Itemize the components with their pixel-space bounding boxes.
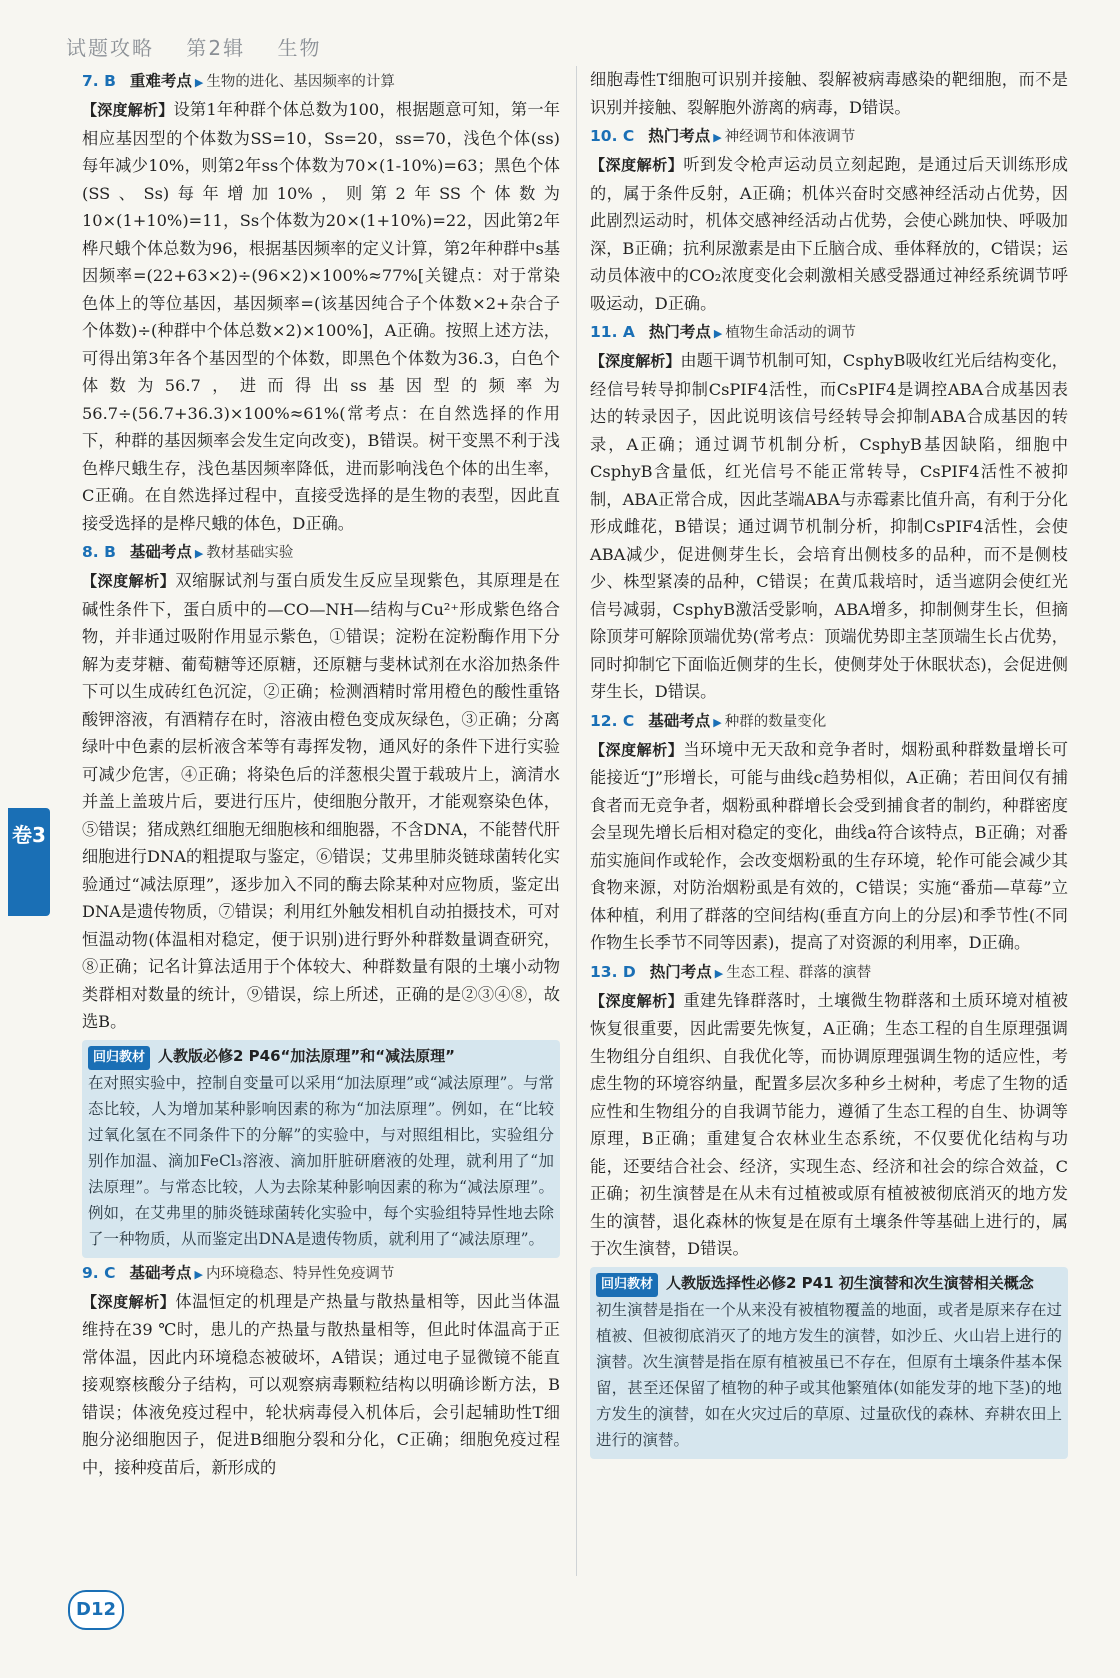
review-badge: 回归教材 (596, 1273, 658, 1297)
textbook-review-box (82, 1040, 560, 1258)
question-11 (590, 319, 1068, 706)
question-topic: 教材基础实验 (206, 545, 294, 561)
series-title: 试题攻略 (66, 36, 154, 60)
analysis-label: 【深度解析】 (82, 572, 176, 590)
analysis-text (590, 736, 1068, 957)
box-header (596, 1271, 1062, 1297)
question-header (82, 1260, 560, 1288)
question-topic: 生态工程、群落的演替 (726, 964, 872, 981)
triangle-icon: ▶ (713, 327, 723, 340)
question-tag: 热门考点 (649, 962, 712, 981)
question-topic: 生物的进化、基因频率的计算 (206, 74, 395, 90)
triangle-icon: ▶ (713, 131, 722, 144)
question-number: 13. D (590, 962, 636, 981)
analysis-body: 由题干调节机制可知，CsphyB吸收红光后结构变化，经信号转导抑制CsPIF4活性，而CsPIF4是调控ABA合成基因表达的转录因子，因此说明该信号经转导会抑制ABA合成基因的转录，A正确；通过调节机制分析，CsphyB基因缺陷，细胞中CsphyB含量低，红光信号不能正常转导，CsPIF4活性不被抑制，ABA正常合成，因此茎端ABA与赤霉素比值升高，有利于分化形成雌花，B错误；通过调节机制分析，抑制CsPIF4活性，会使ABA减少，促进侧芽生长，会培育出侧枝多的品种，而不是侧枝少、株型紧凑的品种，C错误；在黄瓜栽培时，适当遮阴会使红光信号减弱，CsphyB激活受影响，ABA增多，抑制侧芽生长，但摘除顶芽可解除顶端优势(常考点：顶端优势即主茎顶端生长占优势，同时抑制它下面临近侧芽的生长，使侧芽处于休眠状态)，会促进侧芽生长，D错误。 (590, 351, 1068, 701)
analysis-label: 【深度解析】 (82, 1292, 176, 1311)
triangle-icon: ▶ (713, 715, 722, 729)
analysis-label: 【深度解析】 (590, 156, 684, 174)
question-tag: 基础考点 (129, 543, 192, 561)
question-tag: 基础考点 (648, 711, 711, 730)
volume-label: 第2辑 (186, 36, 246, 60)
box-body: 在对照实验中，控制自变量可以采用“加法原理”或“减法原理”。与常态比较，人为增加某种影响因素的称为“加法原理”。例如，在“比较过氧化氢在不同条件下的分解”的实验中，与对照组相比，实验组分别作加温、滴加FeCl₃溶液、滴加肝脏研磨液的处理，就利用了“加法原理”。与常态比较，人为去除某种影响因素的称为“减法原理”。例如，在艾弗里的肺炎链球菌转化实验中，每个实验组特异性地去除了一种物质，从而鉴定出DNA是遗传物质，就利用了“减法原理”。 (88, 1073, 554, 1248)
question-tag: 热门考点 (648, 323, 711, 341)
page-number: D12 (68, 1590, 124, 1630)
left-column (82, 66, 560, 1481)
question-number: 12. C (590, 711, 635, 730)
question-topic: 神经调节和体液调节 (724, 129, 856, 145)
question-number: 7. B (82, 72, 116, 90)
question-header (590, 959, 1068, 987)
question-7 (82, 68, 560, 537)
question-number: 9. C (82, 1263, 116, 1282)
analysis-label: 【深度解析】 (82, 101, 174, 119)
box-title: 人教版必修2 P46“加法原理”和“减法原理” (158, 1046, 455, 1065)
analysis-body: 体温恒定的机理是产热量与散热量相等，因此当体温维持在39 ℃时，患儿的产热量与散热量相等，但此时体温高于正常体温，因此内环境稳态被破坏，A错误；通过电子显微镜不能直接观察核酸分子结构，可以观察病毒颗粒结构以明确诊断方法，B错误；体液免疫过程中，轮状病毒侵入机体后，会引起辅助性T细胞分泌细胞因子，促进B细胞分裂和分化，C正确；细胞免疫过程中，接种疫苗后，新形成的 (82, 1291, 560, 1477)
analysis-text (82, 96, 560, 537)
box-title: 人教版选择性必修2 P41 初生演替和次生演替相关概念 (666, 1273, 1034, 1292)
column-divider (576, 66, 577, 1576)
analysis-text (82, 567, 560, 1036)
analysis-body: 当环境中无天敌和竞争者时，烟粉虱种群数量增长可能接近“J”形增长，可能与曲线c趋势相似，A正确；若田间仅有捕食者而无竞争者，烟粉虱种群增长会受到捕食者的制约，种群密度会呈现先增长后相对稳定的变化，曲线a符合该特点，B正确；对番茄实施间作或轮作，会改变烟粉虱的生存环境，轮作可能会减少其食物来源，对防治烟粉虱是有效的，C错误；实施“番茄—草莓”立体种植，利用了群落的空间结构(垂直方向上的分层)和季节性(不同作物生长季节不同等因素)，提高了对资源的利用率，D正确。 (590, 739, 1068, 952)
right-column (590, 66, 1068, 1459)
analysis-label: 【深度解析】 (590, 740, 684, 759)
analysis-text (590, 347, 1068, 706)
question-header (82, 539, 560, 567)
question-12 (590, 708, 1068, 957)
triangle-icon: ▶ (714, 966, 724, 980)
question-number: 8. B (82, 543, 116, 561)
question-header (590, 319, 1068, 347)
review-badge: 回归教材 (88, 1046, 150, 1070)
question-number: 10. C (590, 127, 635, 145)
triangle-icon: ▶ (194, 547, 204, 560)
question-topic: 种群的数量变化 (724, 713, 827, 730)
question-8 (82, 539, 560, 1036)
question-9 (82, 1260, 560, 1482)
continued-text: 细胞毒性T细胞可识别并接触、裂解被病毒感染的靶细胞，而不是识别并接触、裂解胞外游离的病毒，D错误。 (590, 70, 1068, 117)
question-tag: 热门考点 (648, 127, 711, 145)
analysis-label: 【深度解析】 (590, 991, 684, 1010)
question-number: 11. A (590, 323, 635, 341)
analysis-text (590, 151, 1068, 317)
analysis-text (590, 987, 1068, 1263)
analysis-body: 听到发令枪声运动员立刻起跑，是通过后天训练形成的，属于条件反射，A正确；机体兴奋时交感神经活动占优势，因此剧烈运动时，机体交感神经活动占优势，会使心跳加快、呼吸加深，B正确；抗利尿激素是由下丘脑合成、垂体释放的，C错误；运动员体液中的CO₂浓度变化会刺激相关感受器通过神经系统调节呼吸运动，D正确。 (590, 155, 1068, 313)
page-header (66, 32, 345, 61)
question-topic: 植物生命活动的调节 (725, 325, 856, 341)
question-header (590, 123, 1068, 151)
triangle-icon: ▶ (194, 76, 204, 89)
question-10 (590, 123, 1068, 317)
analysis-text (82, 1288, 560, 1482)
box-header (88, 1044, 554, 1070)
question-topic: 内环境稳态、特异性免疫调节 (205, 1265, 395, 1282)
triangle-icon: ▶ (194, 1267, 203, 1281)
box-body: 初生演替是指在一个从来没有被植物覆盖的地面，或者是原来存在过植被、但被彻底消灭了的地方发生的演替，如沙丘、火山岩上进行的演替。次生演替是指在原有植被虽已不存在，但原有土壤条件基本保留，甚至还保留了植物的种子或其他繁殖体(如能发芽的地下茎)的地方发生的演替，如在火灾过后的草原、过量砍伐的森林、弃耕农田上进行的演替。 (596, 1300, 1062, 1449)
analysis-label: 【深度解析】 (590, 352, 681, 370)
subject-label: 生物 (277, 36, 322, 60)
volume-side-tab: 卷3 (8, 808, 50, 916)
analysis-body: 重建先锋群落时，土壤微生物群落和土质环境对植被恢复很重要，因此需要先恢复，A正确；生态工程的自生原理强调生物组分自组织、自我优化等，而协调原理强调生物的适应性，考虑生物的环境容纳量，配置多层次多种乡土树种，考虑了生物的适应性和生物组分的自我调节能力，遵循了生态工程的自生、协调等原理，B正确；重建复合农林业生态系统，不仅要优化结构与功能，还要结合社会、经济，实现生态、经济和社会的综合效益，C正确；初生演替是在从未有过植被或原有植被被彻底消灭的地方发生的演替，退化森林的恢复是在原有土壤条件等基础上进行的，属于次生演替，D错误。 (590, 990, 1068, 1258)
analysis-body: 双缩脲试剂与蛋白质发生反应呈现紫色，其原理是在碱性条件下，蛋白质中的—CO—NH—结构与Cu²⁺形成紫色络合物，并非通过吸附作用显示紫色，①错误；淀粉在淀粉酶作用下分解为麦芽糖、葡萄糖等还原糖，还原糖与斐林试剂在水浴加热条件下可以生成砖红色沉淀，②正确；检测酒精时常用橙色的酸性重铬酸钾溶液，有酒精存在时，溶液由橙色变成灰绿色，③正确；分离绿叶中色素的层析液含苯等有毒挥发物，通风好的条件下进行实验可减少危害，④正确；将染色后的洋葱根尖置于载玻片上，滴清水并盖上盖玻片后，要进行压片，使细胞分散开，才能观察染色体，⑤错误；猪成熟红细胞无细胞核和细胞器，不含DNA，不能替代肝细胞进行DNA的粗提取与鉴定，⑥错误；艾弗里肺炎链球菌转化实验通过“减法原理”，逐步加入不同的酶去除某种对应物质，鉴定出DNA是遗传物质，⑦错误；利用红外触发相机自动拍摄技术，可对恒温动物(体温相对稳定，便于识别)进行野外种群数量调查研究，⑧正确；记名计算法适用于个体较大、种群数量有限的土壤小动物类群相对数量的统计，⑨错误，综上所述，正确的是②③④⑧，故选B。 (82, 571, 560, 1031)
analysis-body: 设第1年种群个体总数为100，根据题意可知，第一年相应基因型的个体数为SS=10，Ss=20，ss=70，浅色个体(ss)每年减少10%，则第2年ss个体数为70×(1-10%)=63；黑色个体(SS、Ss)每年增加10%，则第2年SS个体数为10×(1+10%)=11，Ss个体数为20×(1+10%)=22，因此第2年桦尺蛾个体总数为96，根据基因频率的定义计算，第2年种群中s基因频率=(22+63×2)÷(96×2)×100%≈77%[关键点：对于常染色体上的等位基因，基因频率=(该基因纯合子个体数×2+杂合子个体数)÷(种群中个体总数×2)×100%]，A正确。按照上述方法，可得出第3年各个基因型的个体数，即黑色个体数为36.3，白色个体数为56.7，进而得出ss基因型的频率为56.7÷(56.7+36.3)×100%≈61%(常考点：在自然选择的作用下，种群的基因频率会发生定向改变)，B错误。树干变黑不利于浅色桦尺蛾生存，浅色基因频率降低，进而影响浅色个体的出生率，C正确。在自然选择过程中，直接受选择的是生物的表型，因此直接受选择的是桦尺蛾的体色，D正确。 (82, 100, 560, 533)
question-tag: 基础考点 (129, 1263, 192, 1282)
question-tag: 重难考点 (129, 72, 192, 90)
question-13 (590, 959, 1068, 1263)
textbook-review-box (590, 1267, 1068, 1459)
question-header (82, 68, 560, 96)
question-header (590, 708, 1068, 736)
